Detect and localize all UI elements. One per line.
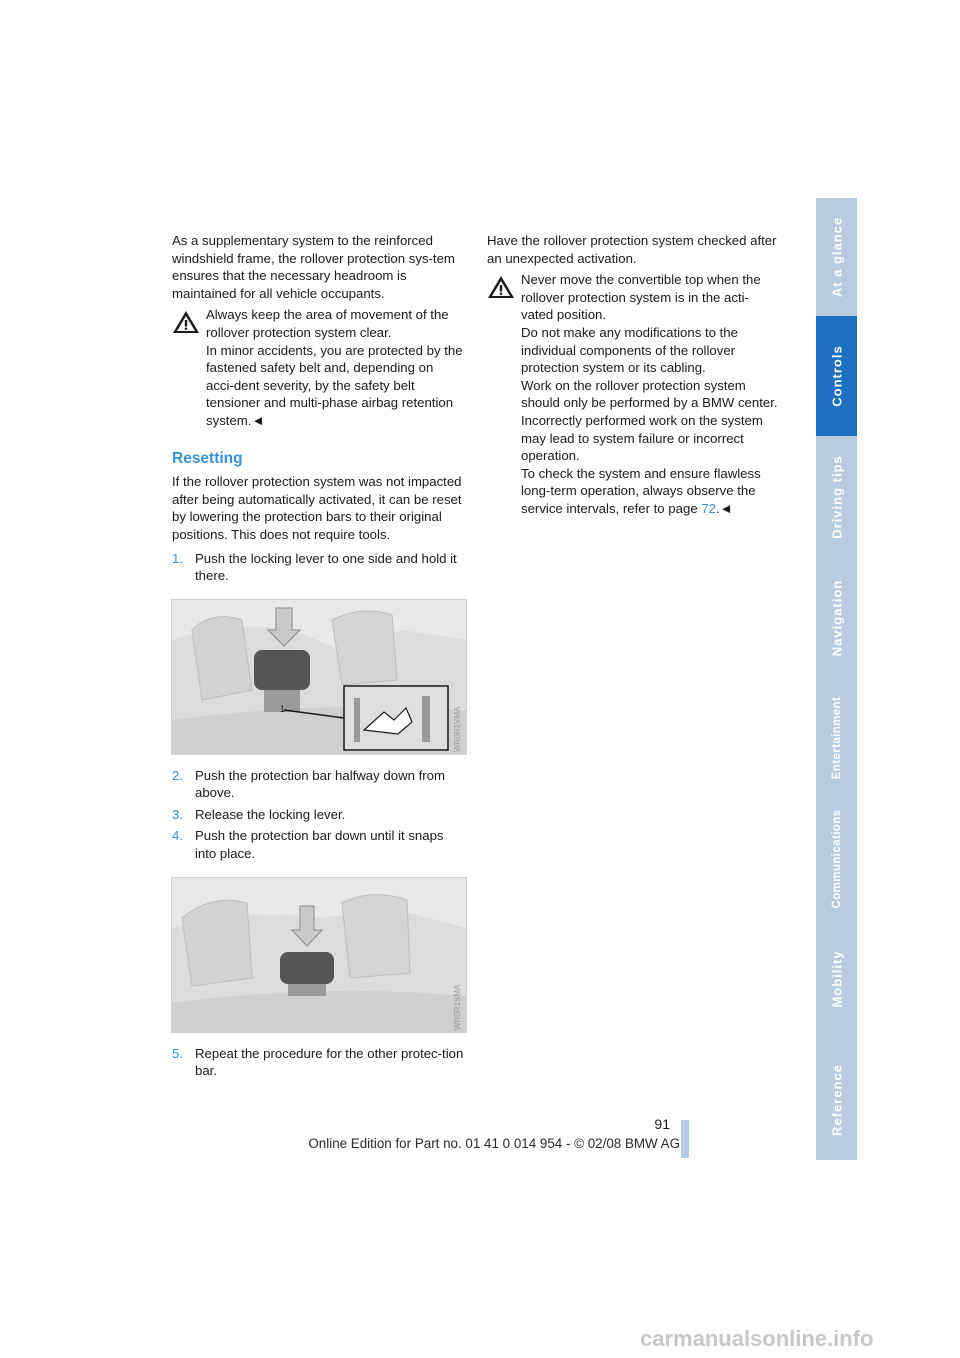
end-mark: ◄	[719, 500, 733, 516]
sidebar-tab-communications[interactable]	[816, 798, 857, 920]
car-interior-illustration-1	[172, 600, 466, 754]
footer-accent-bar	[681, 1120, 689, 1158]
sidebar-tab-controls[interactable]	[816, 316, 857, 437]
warning-2-rest2: Do not make any modifications to the individual components of the rollover protection system or its cabling.	[521, 324, 738, 376]
section-heading-resetting: Resetting	[172, 449, 243, 467]
tab-label: Driving tips	[829, 454, 844, 539]
watermark: carmanualsonline.info	[640, 1326, 874, 1351]
figure-locking-lever	[171, 599, 467, 755]
car-interior-illustration-2	[172, 878, 466, 1032]
warning-2-rest4-paragraph	[521, 465, 781, 518]
figure-code: WR0R1VMA	[453, 706, 462, 752]
warning-triangle-icon	[487, 275, 515, 299]
warning-1-text	[206, 342, 464, 430]
step-2	[172, 767, 464, 802]
period: .	[716, 500, 720, 516]
steps-list-c	[172, 1045, 464, 1080]
warning-2-rest1: vated position.	[521, 307, 607, 323]
tab-label: Controls	[829, 345, 844, 407]
step-4	[172, 827, 464, 862]
tab-label: Navigation	[829, 579, 844, 656]
warning-triangle-icon	[172, 310, 200, 334]
step-number: 2.	[172, 767, 183, 783]
intro-paragraph: As a supplementary system to the reinforced windshield frame, the rollover protection sys-tem ensures that the necessary headroom is maintained for all vehicle occupants.	[172, 233, 455, 301]
step-number: 1.	[172, 550, 183, 566]
step-text: Push the locking lever to one side and hold it there.	[195, 550, 457, 584]
sidebar-tab-mobility[interactable]	[816, 919, 857, 1040]
figure-callout: 1	[280, 703, 286, 714]
step-text: Release the locking lever.	[195, 806, 346, 822]
warning-2-rest3: Work on the rollover protection system should only be performed by a BMW center. Incorrectly performed work on the system may lead to system failure or incorrect operation.	[521, 377, 778, 464]
footer-edition: Online Edition for Part no. 01 41 0 014 954 - © 02/08 BMW AG	[308, 1136, 680, 1151]
warning-block-2	[487, 271, 781, 517]
step-number: 5.	[172, 1045, 183, 1061]
step-5	[172, 1045, 464, 1080]
warning-2-rest4: To check the system and ensure flawless long-term operation, always observe the service intervals, refer to page	[521, 465, 761, 516]
step-number: 4.	[172, 828, 183, 844]
tab-label: Mobility	[829, 950, 844, 1008]
warning-block-1	[172, 306, 464, 429]
steps-list-b	[172, 767, 464, 863]
sidebar-tab-entertainment[interactable]	[816, 678, 857, 799]
step-text: Push the protection bar down until it snaps into place.	[195, 828, 444, 862]
resetting-intro: If the rollover protection system was not impacted after being automatically activated, it can be reset by lowering the protection bars to their original positions. This does not require tools.	[172, 474, 462, 542]
figure-protection-bar	[171, 877, 467, 1033]
steps-list-a	[172, 550, 464, 585]
sidebar-tab-reference[interactable]	[816, 1039, 857, 1161]
tab-label: Reference	[829, 1063, 844, 1136]
warning-1-rest: In minor accidents, you are protected by the fastened safety belt and, depending on acci-dent severity, by the safety belt tensioner and multi-phase airbag retention system.	[206, 342, 463, 428]
warning-2-line1: Never move the convertible top when the	[521, 272, 761, 288]
section-sidebar	[816, 198, 857, 1160]
page-reference-link[interactable]: 72	[701, 500, 716, 516]
step-number: 3.	[172, 806, 183, 822]
step-3	[172, 806, 464, 824]
step-1	[172, 550, 464, 585]
left-column	[172, 232, 464, 1084]
figure-code: WR0R1SMA	[453, 984, 462, 1030]
step-text: Push the protection bar halfway down from above.	[195, 767, 445, 801]
tab-label: Communications	[830, 809, 843, 908]
end-mark: ◄	[251, 412, 265, 428]
sidebar-tab-navigation[interactable]	[816, 557, 857, 679]
warning-1-line2: rollover protection system clear.	[206, 324, 392, 340]
warning-1-line1: Always keep the area of movement of the	[206, 307, 449, 323]
right-column	[487, 232, 781, 518]
warning-2-line2: rollover protection system is in the acti-	[521, 289, 749, 305]
step-text: Repeat the procedure for the other protec-tion bar.	[195, 1045, 464, 1079]
tab-label: At a glance	[829, 216, 844, 298]
sidebar-tab-at-a-glance[interactable]	[816, 198, 857, 317]
sidebar-tab-driving-tips[interactable]	[816, 436, 857, 558]
tab-label: Entertainment	[830, 696, 843, 780]
page-number: 91	[654, 1116, 670, 1132]
right-paragraph-1: Have the rollover protection system checked after an unexpected activation.	[487, 233, 777, 266]
